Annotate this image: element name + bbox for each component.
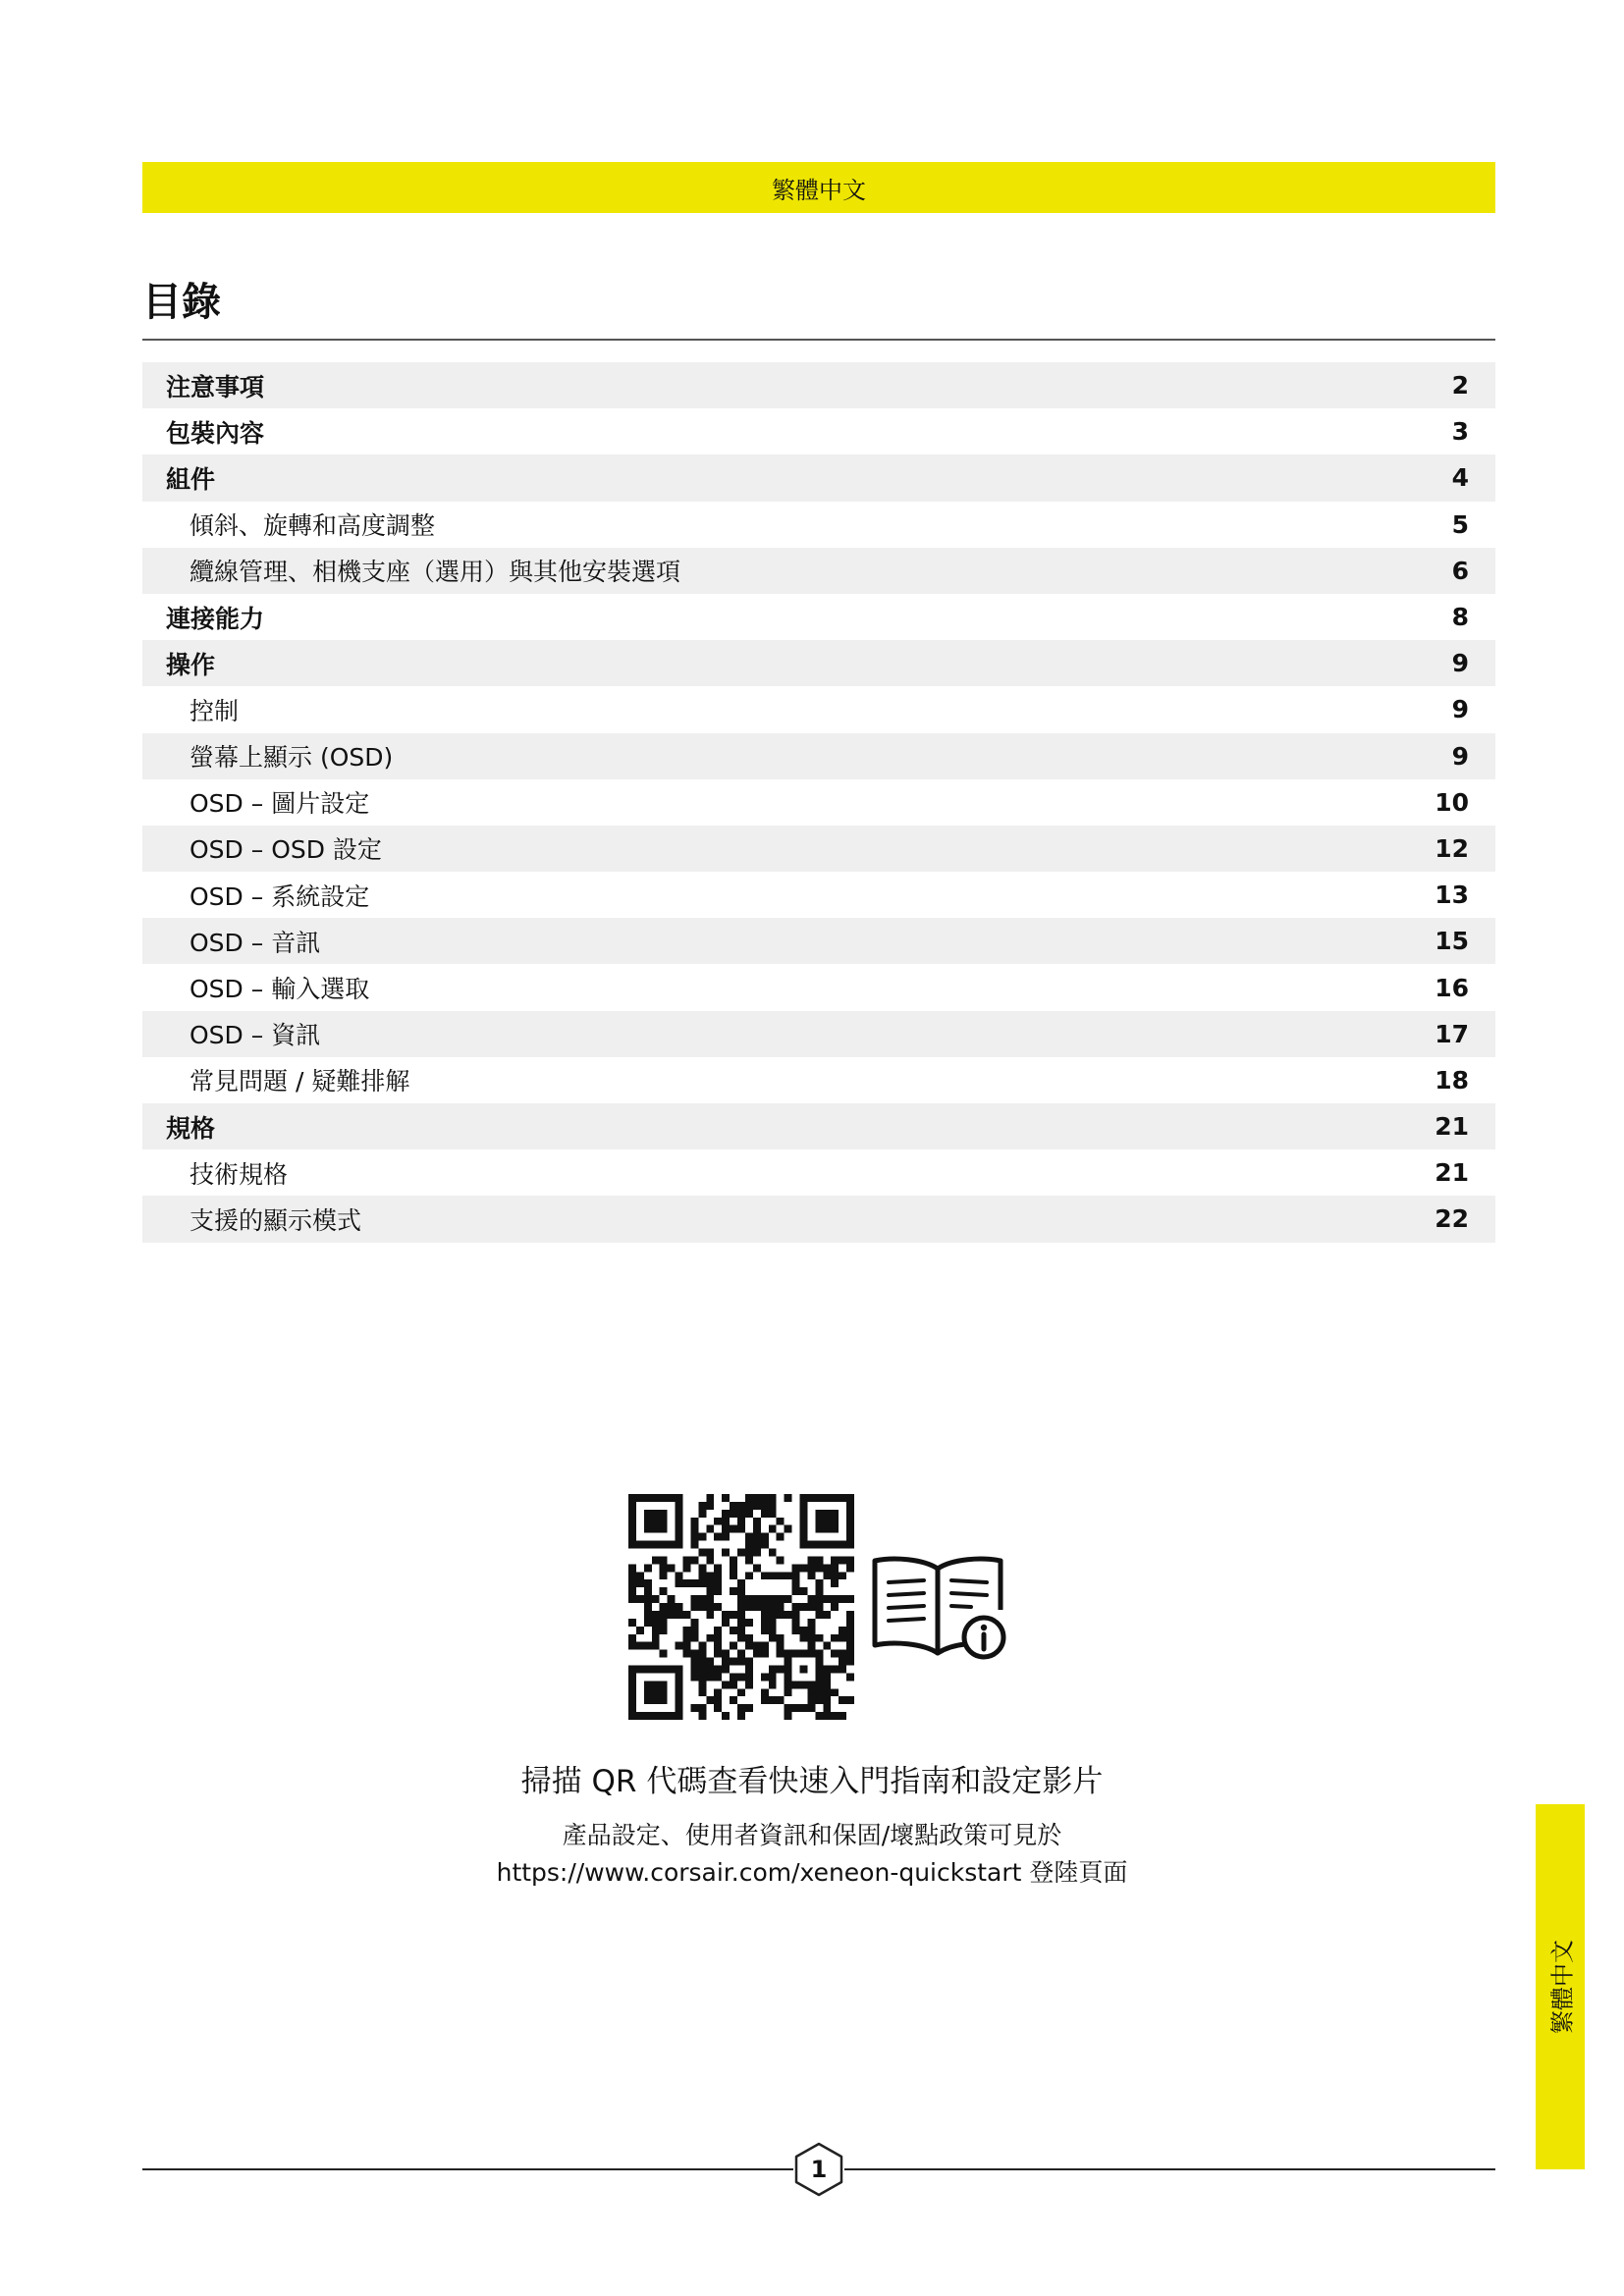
toc-entry-label: 纜線管理、相機支座（選用）與其他安裝選項 [189,558,681,587]
toc-entry-page: 2 [1451,371,1469,400]
toc-entry-page: 9 [1451,741,1469,771]
side-language-tab [1536,1804,1585,2169]
toc-entry-label: OSD – OSD 設定 [189,835,382,865]
toc-entry-page: 22 [1435,1204,1469,1234]
toc-row[interactable] [142,964,1495,1010]
toc-row[interactable] [142,779,1495,826]
book-info-icon [869,1551,1006,1664]
toc-entry-page: 3 [1451,417,1469,447]
toc-entry-label: 注意事項 [166,372,265,401]
toc-entry-label: OSD – 資訊 [189,1021,321,1050]
toc-entry-label: 包裝內容 [166,418,265,448]
footer-rule-left [142,2168,793,2170]
toc-entry-label: 操作 [166,650,216,679]
toc-entry-page: 15 [1435,927,1469,956]
toc-row[interactable] [142,918,1495,964]
toc-row[interactable] [142,640,1495,686]
title-divider [142,339,1495,341]
page-number: 1 [810,2156,828,2183]
toc-entry-page: 12 [1435,833,1469,863]
toc-entry-label: 控制 [189,696,240,725]
toc-entry-label: OSD – 輸入選取 [189,975,370,1004]
qr-caption: 掃描 QR 代碼查看快速入門指南和設定影片 [520,1764,1104,1799]
side-language-tab-label: 繁體中文 [1548,1940,1577,2034]
toc-row[interactable] [142,1103,1495,1149]
qr-code-icon [628,1494,854,1720]
toc-entry-page: 9 [1451,649,1469,678]
toc-entry-page: 10 [1435,787,1469,817]
info-text: 產品設定、使用者資訊和保固/壞點政策可見於 [562,1821,1062,1849]
toc-entry-page: 9 [1451,695,1469,724]
toc-row[interactable] [142,733,1495,779]
toc-entry-page: 17 [1435,1019,1469,1048]
toc-entry-label: 支援的顯示模式 [189,1205,362,1235]
toc-row[interactable] [142,1196,1495,1242]
toc-row[interactable] [142,1149,1495,1196]
toc-entry-label: 連接能力 [166,604,265,633]
toc-entry-page: 21 [1435,1112,1469,1142]
toc-entry-page: 21 [1435,1158,1469,1188]
toc-row[interactable] [142,686,1495,732]
toc-row[interactable] [142,408,1495,454]
toc-entry-label: 規格 [166,1113,216,1143]
toc-entry-page: 18 [1435,1065,1469,1095]
toc-entry-label: 技術規格 [189,1159,289,1189]
toc-row[interactable] [142,872,1495,918]
toc-row[interactable] [142,1057,1495,1103]
language-banner [142,162,1495,213]
toc-entry-label: 傾斜、旋轉和高度調整 [189,511,436,541]
toc-row[interactable] [142,826,1495,872]
footer-rule-right [844,2168,1495,2170]
toc-entry-page: 13 [1435,881,1469,910]
toc-entry-label: OSD – 圖片設定 [189,789,370,819]
toc-entry-page: 4 [1451,463,1469,493]
toc-entry-page: 5 [1451,509,1469,539]
toc-row[interactable] [142,454,1495,501]
toc-entry-label: OSD – 系統設定 [189,881,370,911]
toc-row[interactable] [142,362,1495,408]
toc-entry-label: 常見問題 / 疑難排解 [189,1067,410,1096]
toc-entry-page: 16 [1435,973,1469,1002]
toc-entry-label: 組件 [166,464,216,494]
toc-list [142,362,1495,1243]
toc-entry-label: 螢幕上顯示 (OSD) [189,743,394,773]
toc-row[interactable] [142,502,1495,548]
quickstart-url-text[interactable]: https://www.corsair.com/xeneon-quickstart 登陸頁面 [496,1858,1128,1887]
toc-row[interactable] [142,594,1495,640]
toc-row[interactable] [142,548,1495,594]
toc-entry-label: OSD – 音訊 [189,928,321,957]
toc-entry-page: 8 [1451,603,1469,632]
language-banner-label: 繁體中文 [772,176,866,204]
toc-row[interactable] [142,1011,1495,1057]
toc-entry-page: 6 [1451,556,1469,585]
toc-title: 目錄 [142,280,221,325]
